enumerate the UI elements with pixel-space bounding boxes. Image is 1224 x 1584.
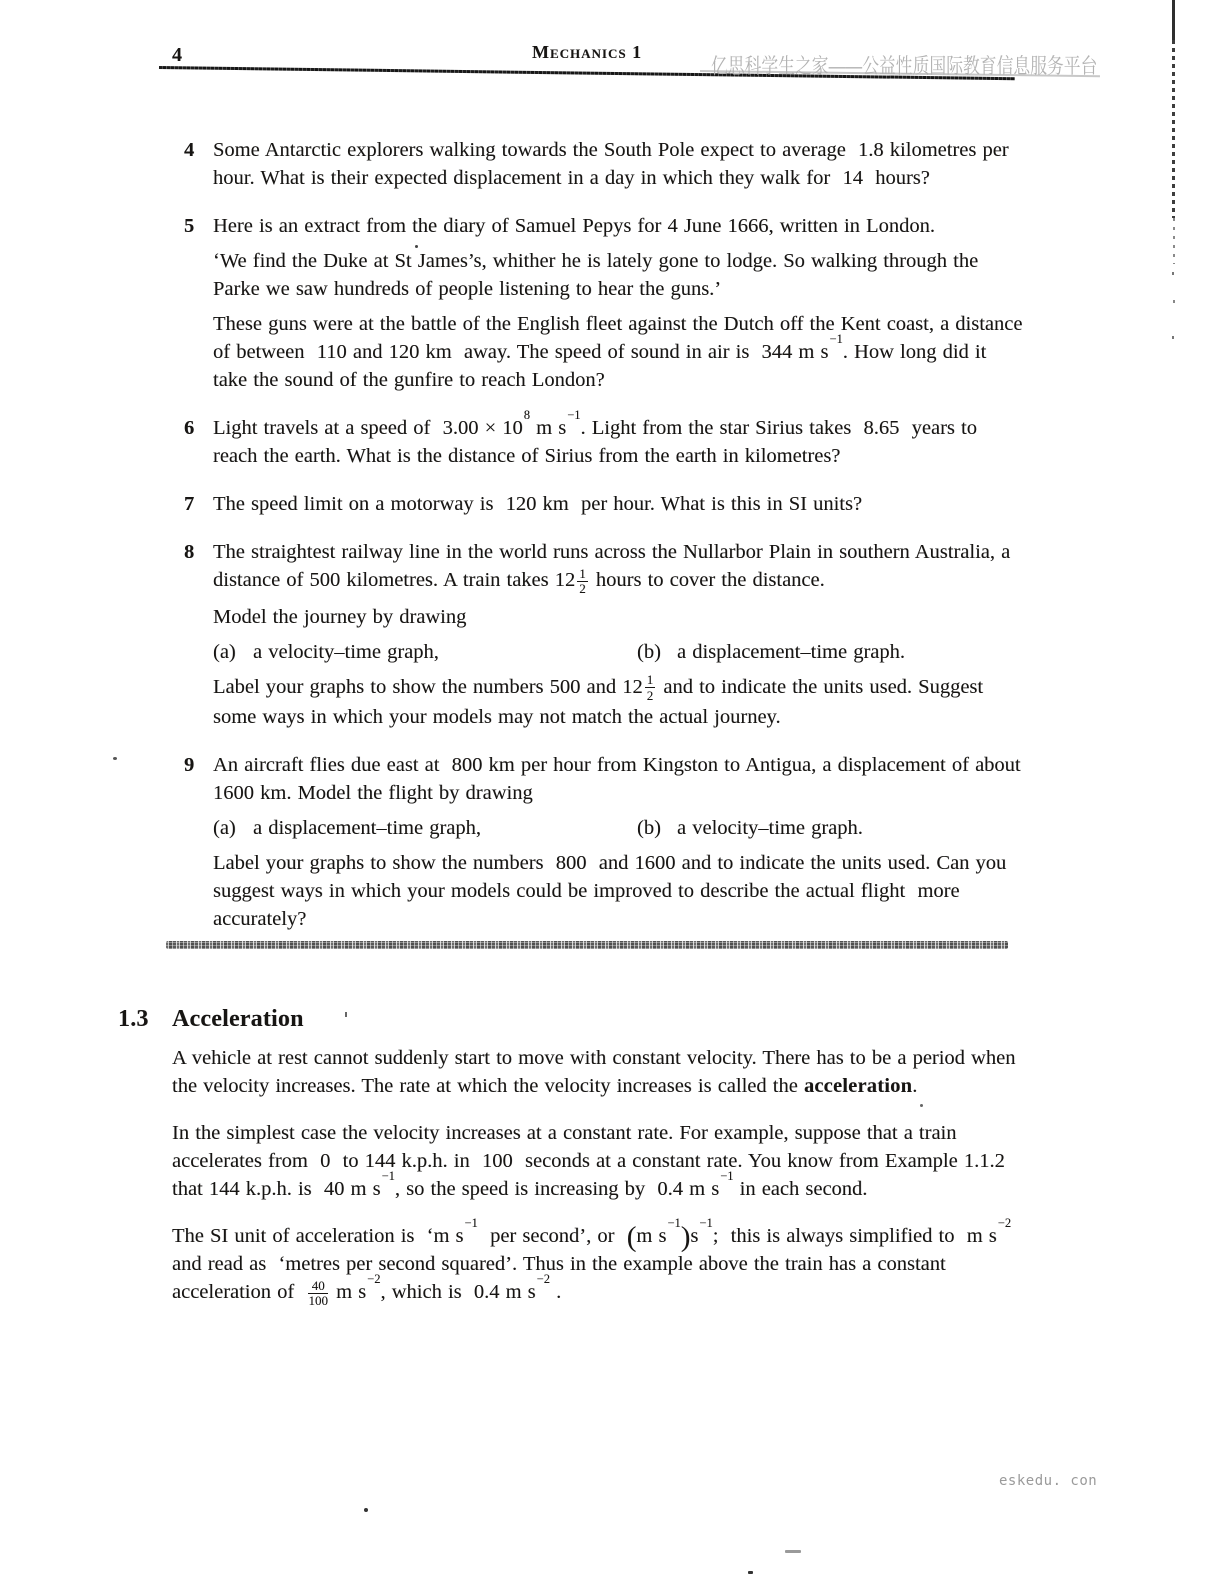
two-column-options-line: [213, 814, 1025, 842]
paragraph: Model the journey by drawing: [213, 605, 467, 628]
running-header-title: Mechanics 1: [532, 42, 643, 62]
paragraph: These guns were at the battle of the English fleet against the Dutch off the Kent coast, a distance of between 110 and 120 km away. The speed of sound in air is 344 m $s^{-1}$. How long did it take the sound of the gunfire to reach London?: [213, 313, 1029, 391]
large-parenthesis: ): [680, 1221, 691, 1253]
scan-artifact-line: [1173, 218, 1175, 264]
option-item: [213, 638, 637, 666]
scan-speck: [113, 757, 117, 760]
question-body: [213, 408, 1025, 470]
superscript: 8: [523, 408, 531, 423]
paragraph: Some Antarctic explorers walking towards the South Pole expect to average 1.8 kilometres per hour. What is their expected displacement in a day in which they walk for 14 hours?: [213, 139, 1015, 189]
fraction-denominator: 2: [579, 581, 586, 597]
scan-artifact-line: [1172, 0, 1175, 40]
superscript: −1: [464, 1216, 478, 1231]
section-paragraphs: [172, 1044, 1024, 1327]
question-item: [184, 751, 1033, 933]
top-watermark: 亿思科学生之家——公益性质国际教育信息服务平台: [711, 55, 1098, 78]
option-label: (b): [637, 816, 661, 839]
scan-speck: [748, 1571, 753, 1574]
section-heading: [118, 1006, 304, 1033]
superscript: −1: [667, 1216, 681, 1231]
superscript: −1: [699, 1216, 713, 1231]
section-divider-band: [166, 941, 1008, 949]
option-label: (a): [213, 816, 236, 839]
scan-speck: [1173, 300, 1175, 303]
question-body: [213, 751, 1033, 933]
option-item: [637, 814, 863, 842]
question-number: 9: [184, 753, 195, 776]
question-body: [213, 538, 1025, 731]
superscript: −2: [997, 1216, 1012, 1231]
superscript: −1: [720, 1169, 734, 1184]
question-item: [184, 212, 1029, 394]
paragraph: Label your graphs to show the numbers 500 and 12 $\frac{1}{2}$ and to indicate the units used. Suggest some ways in which your models may not match the actual journey.: [213, 672, 990, 728]
fraction: [577, 567, 588, 596]
fraction-denominator: 100: [308, 1293, 328, 1309]
fraction-numerator: 40: [308, 1279, 328, 1294]
fraction-numerator: 1: [646, 672, 654, 688]
paragraph: An aircraft flies due east at 800 km per hour from Kingston to Antigua, a displacement of about 1600 km. Model the flight by drawing: [213, 753, 1033, 804]
question-item: [184, 136, 1025, 192]
question-number: 6: [184, 417, 195, 439]
scan-speck: [1172, 336, 1174, 339]
paragraph: The SI unit of acceleration is ‘m $s^{-1}$ per second’, or (m $s^{-1})s^{-1}$; this is always simplified to m $s^{-2}$ and read as ‘metres per second squared’. Thus in the example above the train has a constant acceleration of $\frac{40}{100}$ m $s^{-2}$, which is 0.4 m $s^{-2}$ .: [172, 1216, 1024, 1309]
option-item: [213, 814, 637, 842]
question-item: [184, 408, 1025, 470]
large-parenthesis: (: [626, 1221, 637, 1253]
scan-speck: [364, 1508, 368, 1512]
question-number: 8: [184, 541, 195, 563]
option-text: a displacement–time graph.: [677, 640, 905, 663]
paragraph: Light travels at a speed of $3.00 \times 10^8$ m $s^{-1}$. Light from the star Sirius takes 8.65 years to reach the earth. What is the distance of Sirius from the earth in kilometres?: [213, 408, 984, 467]
paragraph: The straightest railway line in the world runs across the Nullarbor Plain in southern Australia, a distance of 500 kilometres. A train takes 12 $\frac{1}{2}$ hours to cover the distance.: [213, 541, 1017, 597]
scan-speck: [345, 1012, 347, 1017]
scan-speck: [785, 1550, 801, 1553]
option-text: a velocity–time graph.: [677, 816, 863, 839]
paragraph: In the simplest case the velocity increases at a constant rate. For example, suppose that a train accelerates from 0 to 144 k.p.h. in 100 seconds at a constant rate. You know from Example 1.1.2 that 144 k.p.h. is 40 m $s^{-1}$, so the speed is increasing by 0.4 m $s^{-1}$ in each second.: [172, 1122, 1011, 1200]
fraction: [308, 1279, 328, 1308]
question-item: [184, 538, 1025, 731]
question-number: 7: [184, 493, 195, 515]
footer-watermark: eskedu. con: [999, 1473, 1098, 1489]
option-label: (b): [637, 640, 661, 663]
scan-speck: [1172, 272, 1174, 275]
question-item: [184, 490, 1025, 518]
question-number: 5: [184, 215, 195, 237]
fraction-numerator: 1: [579, 565, 586, 581]
two-column-options-line: [213, 638, 1025, 666]
option-item: [637, 638, 905, 666]
scan-speck: [920, 1104, 923, 1107]
page-number: 4: [172, 44, 182, 66]
superscript: −1: [829, 332, 843, 347]
question-body: [213, 490, 1025, 518]
paragraph: ‘We find the Duke at St James’s, whither he is lately gone to lodge. So walking through the Parke we saw hundreds of people listening to hear the guns.’: [213, 250, 985, 300]
superscript: −2: [367, 1272, 381, 1287]
section-title: Acceleration: [172, 1006, 304, 1032]
fraction-denominator: 2: [646, 687, 654, 703]
scan-speck: [415, 245, 418, 248]
question-body: [213, 212, 1029, 394]
exercise-questions: [184, 136, 1033, 953]
scan-artifact-line: [1172, 40, 1175, 218]
superscript: −2: [536, 1272, 550, 1287]
option-label: (a): [213, 640, 236, 663]
question-body: [213, 136, 1025, 192]
question-number: 4: [184, 139, 195, 161]
paragraph: Label your graphs to show the numbers 800 and 1600 and to indicate the units used. Can you suggest ways in which your models could be improved to describe the actual flight more accurately?: [213, 851, 1013, 930]
superscript: −1: [567, 408, 581, 423]
section-number: 1.3: [118, 1006, 149, 1032]
option-text: a velocity–time graph,: [253, 640, 439, 663]
option-text: a displacement–time graph,: [253, 816, 481, 839]
superscript: −1: [381, 1169, 395, 1184]
paragraph: Here is an extract from the diary of Samuel Pepys for 4 June 1666, written in London.: [213, 215, 935, 237]
paragraph: A vehicle at rest cannot suddenly start to move with constant velocity. There has to be a period when the velocity increases. The rate at which the velocity increases is called the acceleration.: [172, 1047, 1022, 1097]
bold-term: acceleration: [803, 1075, 913, 1097]
paragraph: The speed limit on a motorway is 120 km per hour. What is this in SI units?: [213, 493, 863, 515]
fraction: [645, 673, 656, 702]
